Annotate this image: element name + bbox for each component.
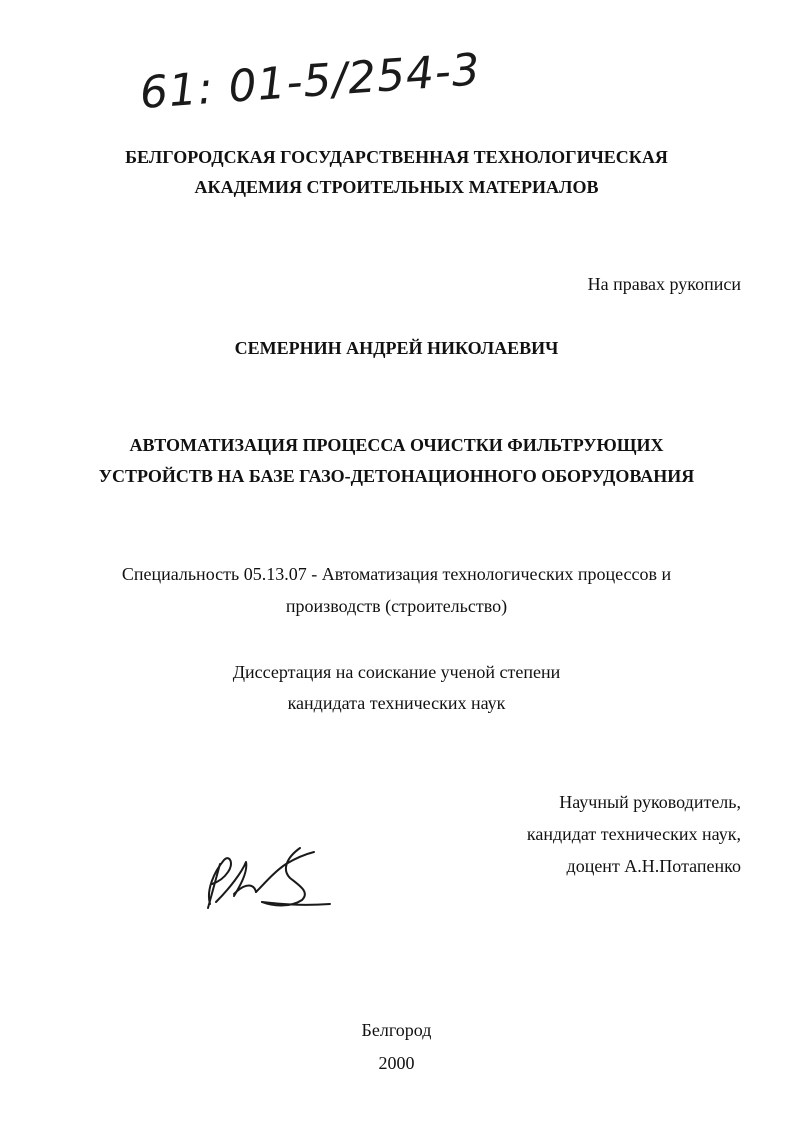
archive-code: 61: 01-5/254-3 — [138, 44, 483, 119]
dissertation-title-line-1: АВТОМАТИЗАЦИЯ ПРОЦЕССА ОЧИСТКИ ФИЛЬТРУЮЩИХ — [129, 435, 664, 455]
author-name: СЕМЕРНИН АНДРЕЙ НИКОЛАЕВИЧ — [234, 338, 559, 358]
advisor-name: доцент А.Н.Потапенко — [566, 856, 741, 876]
year: 2000 — [378, 1053, 415, 1073]
advisor-role: Научный руководитель, — [559, 792, 741, 812]
degree-line-2: кандидата технических наук — [287, 693, 506, 713]
dissertation-title-line-2: УСТРОЙСТВ НА БАЗЕ ГАЗО-ДЕТОНАЦИОННОГО ОБОРУДОВАНИЯ — [98, 466, 695, 486]
degree-line-1: Диссертация на соискание ученой степени — [232, 662, 561, 682]
advisor-degree: кандидат технических наук, — [526, 824, 741, 844]
signature-icon — [190, 842, 340, 922]
institution-line-2: АКАДЕМИЯ СТРОИТЕЛЬНЫХ МАТЕРИАЛОВ — [194, 177, 599, 197]
city: Белгород — [361, 1020, 432, 1040]
specialty-line-1: Специальность 05.13.07 - Автоматизация технологических процессов и — [121, 564, 672, 584]
manuscript-note: На правах рукописи — [587, 274, 741, 294]
institution-line-1: БЕЛГОРОДСКАЯ ГОСУДАРСТВЕННАЯ ТЕХНОЛОГИЧЕСКАЯ — [125, 147, 668, 167]
specialty-line-2: производств (строительство) — [285, 596, 508, 616]
